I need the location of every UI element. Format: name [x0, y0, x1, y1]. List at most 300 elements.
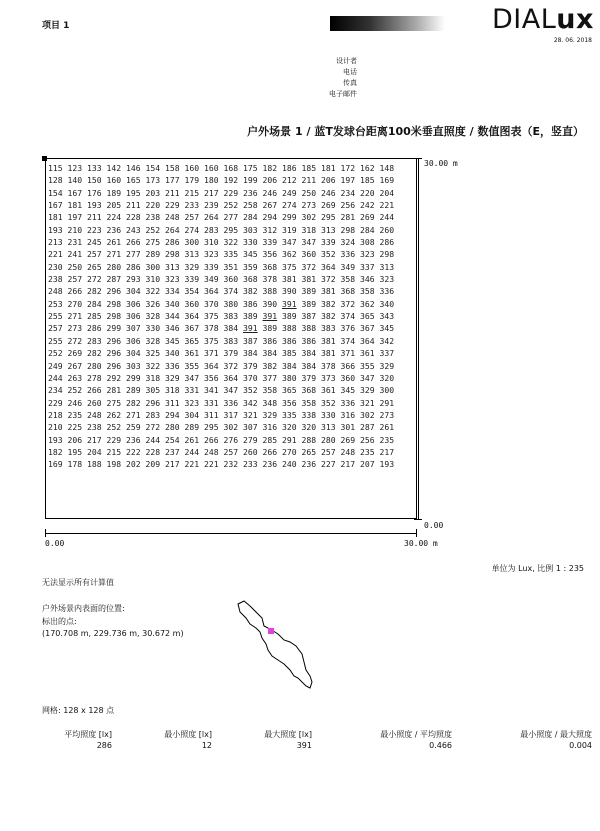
grid-cell: 358	[262, 385, 278, 396]
grid-cell: 329	[379, 360, 395, 371]
grid-cell: 169	[48, 459, 63, 470]
grid-cell: 306	[126, 311, 141, 322]
grid-cell: 386	[243, 298, 258, 309]
grid-cell: 374	[340, 335, 356, 346]
grid-cell: 391	[262, 311, 278, 322]
grid-cell: 341	[204, 385, 219, 396]
grid-cell: 274	[282, 200, 297, 211]
grid-cell: 244	[379, 212, 395, 223]
unit-scale-label: 单位为 Lux, 比例 1 : 235	[491, 564, 584, 573]
grid-cell: 298	[340, 224, 356, 235]
grid-cell: 316	[340, 409, 356, 420]
grid-cell: 345	[340, 385, 356, 396]
grid-cell: 283	[204, 224, 219, 235]
grid-cell: 370	[243, 372, 258, 383]
grid-cell: 256	[360, 434, 375, 445]
grid-cell: 386	[301, 335, 317, 346]
marked-point-label: 标出的点:	[42, 617, 77, 626]
grid-cell: 337	[379, 348, 395, 359]
position-heading: 户外场景内表面的位置:	[42, 604, 125, 613]
grid-cell: 283	[145, 409, 161, 420]
grid-cell: 254	[165, 434, 180, 445]
grid-cell: 347	[223, 385, 239, 396]
grid-cell: 154	[145, 163, 161, 173]
grid-cell: 381	[321, 348, 336, 359]
grid-cell: 325	[145, 348, 161, 359]
grid-cell: 179	[184, 175, 200, 186]
grid-cell: 294	[165, 409, 180, 420]
y-axis-line	[418, 158, 419, 520]
grid-cell: 142	[106, 163, 122, 173]
site-outline-map	[232, 598, 318, 694]
email-label: 电子邮件	[329, 90, 357, 98]
grid-cell: 367	[360, 323, 375, 334]
grid-cell: 176	[87, 187, 102, 198]
grid-cell: 387	[301, 311, 317, 322]
grid-cell: 225	[67, 422, 83, 433]
y-axis-bottom-tick	[414, 519, 422, 520]
logo-bold: ux	[556, 4, 594, 35]
grid-cell: 256	[340, 200, 356, 211]
grid-row	[48, 458, 394, 470]
grid-cell: 266	[87, 385, 102, 396]
grid-cell: 384	[301, 360, 317, 371]
grid-row	[48, 322, 394, 334]
grid-cell: 370	[204, 298, 219, 309]
grid-cell: 389	[282, 311, 297, 322]
grid-cell: 296	[106, 360, 122, 371]
header-gradient-bar	[330, 16, 445, 31]
grid-cell: 301	[340, 422, 356, 433]
grid-cell: 379	[301, 372, 317, 383]
grid-cell: 386	[282, 335, 297, 346]
stat-value-max: 391	[296, 741, 312, 750]
grid-cell: 252	[106, 422, 122, 433]
grid-cell: 323	[360, 249, 375, 260]
grid-cell: 330	[145, 323, 161, 334]
grid-cell: 276	[223, 434, 239, 445]
grid-cell: 382	[321, 311, 336, 322]
grid-cell: 212	[282, 175, 297, 186]
grid-cell: 140	[67, 175, 83, 186]
grid-cell: 224	[106, 212, 122, 223]
grid-row	[48, 310, 394, 322]
grid-cell: 234	[48, 385, 63, 396]
grid-cell: 266	[262, 446, 278, 457]
grid-cell: 257	[184, 212, 200, 223]
grid-cell: 296	[106, 348, 122, 359]
grid-cell: 202	[126, 459, 141, 470]
grid-cell: 321	[360, 397, 375, 408]
grid-cell: 328	[145, 335, 161, 346]
grid-cell: 279	[243, 434, 258, 445]
grid-cell: 329	[184, 261, 200, 272]
grid-cell: 291	[379, 397, 395, 408]
grid-cell: 356	[204, 372, 219, 383]
grid-cell: 204	[87, 446, 102, 457]
grid-cell: 381	[321, 335, 336, 346]
grid-cell: 355	[184, 360, 200, 371]
grid-cell: 248	[204, 446, 219, 457]
grid-cell: 236	[126, 434, 141, 445]
grid-cell: 281	[340, 212, 356, 223]
y-axis-top-tick	[414, 158, 422, 159]
grid-row	[48, 384, 394, 396]
grid-cell: 345	[379, 323, 395, 334]
y-axis-min-label: 0.00	[424, 521, 444, 530]
grid-cell: 300	[145, 261, 161, 272]
grid-cell: 217	[340, 459, 356, 470]
grid-cell: 342	[243, 397, 258, 408]
grid-cell: 389	[262, 323, 278, 334]
grid-cell: 146	[126, 163, 141, 173]
grid-cell: 364	[204, 360, 219, 371]
grid-cell: 162	[360, 163, 375, 173]
grid-cell: 211	[165, 187, 180, 198]
grid-cell: 323	[184, 397, 200, 408]
grid-cell: 197	[67, 212, 83, 223]
calc-notice: 无法显示所有计算值	[42, 578, 114, 587]
stat-label-min-max: 最小照度 / 最大照度	[520, 730, 592, 739]
header-date: 28. 06. 2018	[553, 37, 592, 44]
grid-cell: 368	[262, 261, 278, 272]
grid-row	[48, 224, 394, 236]
grid-cell: 298	[106, 311, 122, 322]
grid-cell: 347	[301, 237, 317, 248]
grid-cell: 263	[67, 372, 83, 383]
grid-cell: 365	[184, 335, 200, 346]
grid-cell: 239	[204, 200, 219, 211]
grid-cell: 172	[340, 163, 356, 173]
grid-cell: 182	[48, 446, 63, 457]
grid-cell: 269	[340, 434, 356, 445]
grid-cell: 382	[321, 298, 336, 309]
grid-cell: 391	[282, 298, 297, 309]
grid-cell: 236	[106, 224, 122, 235]
grid-row	[48, 421, 394, 433]
grid-cell: 384	[282, 360, 297, 371]
grid-cell: 380	[282, 372, 297, 383]
grid-cell: 181	[321, 163, 336, 173]
stat-value-min-avg: 0.466	[429, 741, 452, 750]
grid-cell: 259	[126, 422, 141, 433]
grid-cell: 319	[282, 224, 297, 235]
grid-cell: 324	[340, 237, 356, 248]
grid-cell: 252	[145, 224, 161, 235]
grid-row	[48, 409, 394, 421]
grid-cell: 257	[67, 274, 83, 285]
grid-cell: 286	[379, 237, 395, 248]
stat-label-min-avg: 最小照度 / 平均照度	[380, 730, 452, 739]
grid-cell: 339	[204, 261, 219, 272]
grid-cell: 207	[360, 459, 375, 470]
grid-row	[48, 446, 394, 458]
grid-cell: 336	[340, 397, 356, 408]
grid-row	[48, 248, 394, 260]
grid-cell: 227	[321, 459, 336, 470]
grid-cell: 364	[223, 372, 239, 383]
grid-cell: 322	[145, 360, 161, 371]
grid-cell: 260	[87, 397, 102, 408]
grid-cell: 364	[321, 261, 336, 272]
grid-cell: 295	[321, 212, 336, 223]
grid-cell: 368	[301, 385, 317, 396]
stat-label-avg: 平均照度 [lx]	[64, 730, 112, 739]
grid-cell: 320	[282, 422, 297, 433]
grid-cell: 205	[106, 200, 122, 211]
grid-row	[48, 199, 394, 211]
grid-cell: 195	[67, 446, 83, 457]
grid-cell: 312	[262, 224, 278, 235]
grid-cell: 374	[223, 286, 239, 297]
grid-cell: 340	[379, 298, 395, 309]
grid-cell: 215	[184, 187, 200, 198]
grid-cell: 261	[106, 237, 122, 248]
grid-cell: 289	[184, 422, 200, 433]
grid-cell: 272	[87, 274, 102, 285]
stat-value-avg: 286	[96, 741, 112, 750]
grid-cell: 317	[223, 409, 239, 420]
grid-cell: 326	[145, 298, 161, 309]
grid-cell: 380	[223, 298, 239, 309]
grid-cell: 235	[67, 409, 83, 420]
grid-cell: 383	[223, 335, 239, 346]
grid-cell: 206	[67, 434, 83, 445]
grid-cell: 262	[106, 409, 122, 420]
grid-cell: 228	[126, 212, 141, 223]
grid-cell: 238	[87, 422, 102, 433]
fax-label: 传真	[343, 79, 357, 87]
grid-cell: 273	[301, 200, 317, 211]
grid-cell: 328	[145, 311, 161, 322]
grid-cell: 284	[243, 212, 258, 223]
grid-cell: 375	[204, 335, 219, 346]
stat-value-min-max: 0.004	[569, 741, 592, 750]
grid-cell: 302	[301, 212, 317, 223]
grid-cell: 383	[223, 311, 239, 322]
grid-cell: 356	[262, 249, 278, 260]
grid-row	[48, 261, 394, 273]
grid-cell: 313	[321, 224, 336, 235]
grid-cell: 280	[165, 422, 180, 433]
grid-cell: 295	[204, 422, 219, 433]
grid-cell: 374	[340, 311, 356, 322]
grid-cell: 371	[204, 348, 219, 359]
grid-cell: 355	[360, 360, 375, 371]
grid-cell: 115	[48, 163, 63, 173]
grid-cell: 383	[321, 323, 336, 334]
grid-cell: 343	[379, 311, 395, 322]
grid-cell: 385	[282, 348, 297, 359]
grid-cell: 307	[126, 323, 141, 334]
grid-cell: 277	[126, 249, 141, 260]
grid-cell: 307	[243, 422, 258, 433]
grid-cell: 330	[321, 409, 336, 420]
grid-cell: 160	[106, 175, 122, 186]
grid-cell: 280	[321, 434, 336, 445]
grid-cell: 193	[48, 434, 63, 445]
grid-cell: 336	[165, 360, 180, 371]
grid-cell: 258	[243, 200, 258, 211]
phone-label: 电话	[343, 68, 357, 76]
grid-cell: 302	[360, 409, 375, 420]
grid-cell: 203	[145, 187, 161, 198]
grid-cell: 233	[184, 200, 200, 211]
grid-cell: 123	[67, 163, 83, 173]
grid-cell: 177	[165, 175, 180, 186]
grid-cell: 310	[145, 274, 161, 285]
grid-cell: 260	[379, 224, 395, 235]
grid-cell: 274	[184, 224, 200, 235]
grid-cell: 221	[379, 200, 395, 211]
grid-cell: 160	[184, 163, 200, 173]
grid-cell: 217	[379, 446, 395, 457]
grid-cell: 287	[360, 422, 375, 433]
grid-cell: 360	[223, 274, 239, 285]
grid-cell: 295	[223, 224, 239, 235]
grid-cell: 271	[67, 311, 83, 322]
grid-cell: 339	[184, 274, 200, 285]
grid-cell: 338	[301, 409, 317, 420]
grid-cell: 235	[360, 446, 375, 457]
grid-cell: 280	[106, 261, 122, 272]
grid-cell: 293	[126, 274, 141, 285]
grid-cell: 356	[282, 397, 297, 408]
x-axis-left-tick	[45, 529, 46, 537]
grid-cell: 244	[145, 434, 161, 445]
grid-cell: 299	[106, 323, 122, 334]
grid-cell: 249	[48, 360, 63, 371]
grid-cell: 361	[184, 348, 200, 359]
grid-cell: 384	[243, 348, 258, 359]
x-axis-max-label: 30.00 m	[404, 539, 438, 548]
grid-cell: 133	[87, 163, 102, 173]
grid-cell: 294	[262, 212, 278, 223]
grid-row	[48, 285, 394, 297]
grid-cell: 168	[223, 163, 239, 173]
grid-cell: 250	[301, 187, 317, 198]
grid-cell: 154	[48, 187, 63, 198]
grid-cell: 128	[48, 175, 63, 186]
grid-row	[48, 335, 394, 347]
grid-row	[48, 187, 394, 199]
grid-cell: 249	[282, 187, 297, 198]
grid-cell: 329	[165, 372, 180, 383]
grid-cell: 318	[301, 224, 317, 235]
grid-cell: 368	[243, 274, 258, 285]
grid-cell: 337	[360, 261, 375, 272]
grid-cell: 306	[126, 335, 141, 346]
grid-cell: 185	[360, 175, 375, 186]
grid-cell: 206	[321, 175, 336, 186]
grid-cell: 311	[165, 397, 180, 408]
grid-cell: 365	[282, 385, 297, 396]
grid-cell: 181	[67, 200, 83, 211]
grid-cell: 289	[145, 249, 161, 260]
grid-cell: 193	[48, 224, 63, 235]
grid-cell: 389	[243, 311, 258, 322]
grid-cell: 236	[301, 459, 317, 470]
grid-cell: 229	[48, 397, 63, 408]
grid-cell: 160	[204, 163, 219, 173]
x-axis-right-tick	[416, 529, 417, 537]
grid-cell: 182	[262, 163, 278, 173]
marked-point-coords: (170.708 m, 229.736 m, 30.672 m)	[42, 629, 184, 638]
grid-cell: 215	[106, 446, 122, 457]
grid-cell: 255	[48, 335, 63, 346]
grid-row	[48, 174, 394, 186]
grid-cell: 296	[145, 397, 161, 408]
grid-cell: 388	[262, 286, 278, 297]
grid-cell: 244	[48, 372, 63, 383]
grid-cell: 222	[126, 446, 141, 457]
grid-cell: 345	[243, 249, 258, 260]
site-outline-path	[238, 601, 312, 688]
grid-cell: 377	[262, 372, 278, 383]
grid-cell: 267	[262, 200, 278, 211]
grid-cell: 270	[282, 446, 297, 457]
grid-cell: 246	[67, 397, 83, 408]
grid-cell: 316	[262, 422, 278, 433]
grid-cell: 368	[340, 286, 356, 297]
grid-cell: 330	[243, 237, 258, 248]
grid-cell: 375	[204, 311, 219, 322]
grid-cell: 389	[301, 286, 317, 297]
grid-cell: 304	[126, 348, 141, 359]
grid-cell: 192	[223, 175, 239, 186]
grid-cell: 331	[184, 385, 200, 396]
grid-cell: 362	[360, 298, 375, 309]
grid-cell: 313	[379, 261, 395, 272]
grid-cell: 221	[48, 249, 63, 260]
grid-row	[48, 347, 394, 359]
grid-cell: 336	[340, 249, 356, 260]
grid-cell: 361	[360, 348, 375, 359]
grid-cell: 379	[243, 360, 258, 371]
grid-cell: 266	[204, 434, 219, 445]
grid-cell: 358	[340, 274, 356, 285]
grid-cell: 181	[48, 212, 63, 223]
grid-cell: 289	[126, 385, 141, 396]
grid-cell: 199	[243, 175, 258, 186]
grid-cell: 298	[165, 249, 180, 260]
grid-row	[48, 360, 394, 372]
x-axis-line	[45, 533, 417, 534]
grid-cell: 273	[379, 409, 395, 420]
grid-cell: 167	[48, 200, 63, 211]
grid-cell: 286	[126, 261, 141, 272]
grid-cell: 238	[145, 212, 161, 223]
grid-cell: 323	[204, 249, 219, 260]
grid-cell: 150	[87, 175, 102, 186]
grid-cell: 364	[184, 311, 200, 322]
grid-cell: 221	[204, 459, 219, 470]
grid-cell: 323	[379, 274, 395, 285]
grid-cell: 165	[126, 175, 141, 186]
grid-cell: 236	[262, 459, 278, 470]
grid-cell: 266	[67, 286, 83, 297]
grid-cell: 231	[67, 237, 83, 248]
grid-cell: 148	[379, 163, 395, 173]
grid-cell: 220	[145, 200, 161, 211]
grid-cell: 213	[48, 237, 63, 248]
grid-cell: 264	[204, 212, 219, 223]
logo-thin: DIAL	[492, 4, 557, 35]
grid-cell: 360	[301, 249, 317, 260]
grid-cell: 382	[243, 286, 258, 297]
grid-cell: 358	[360, 286, 375, 297]
grid-cell: 273	[67, 323, 83, 334]
